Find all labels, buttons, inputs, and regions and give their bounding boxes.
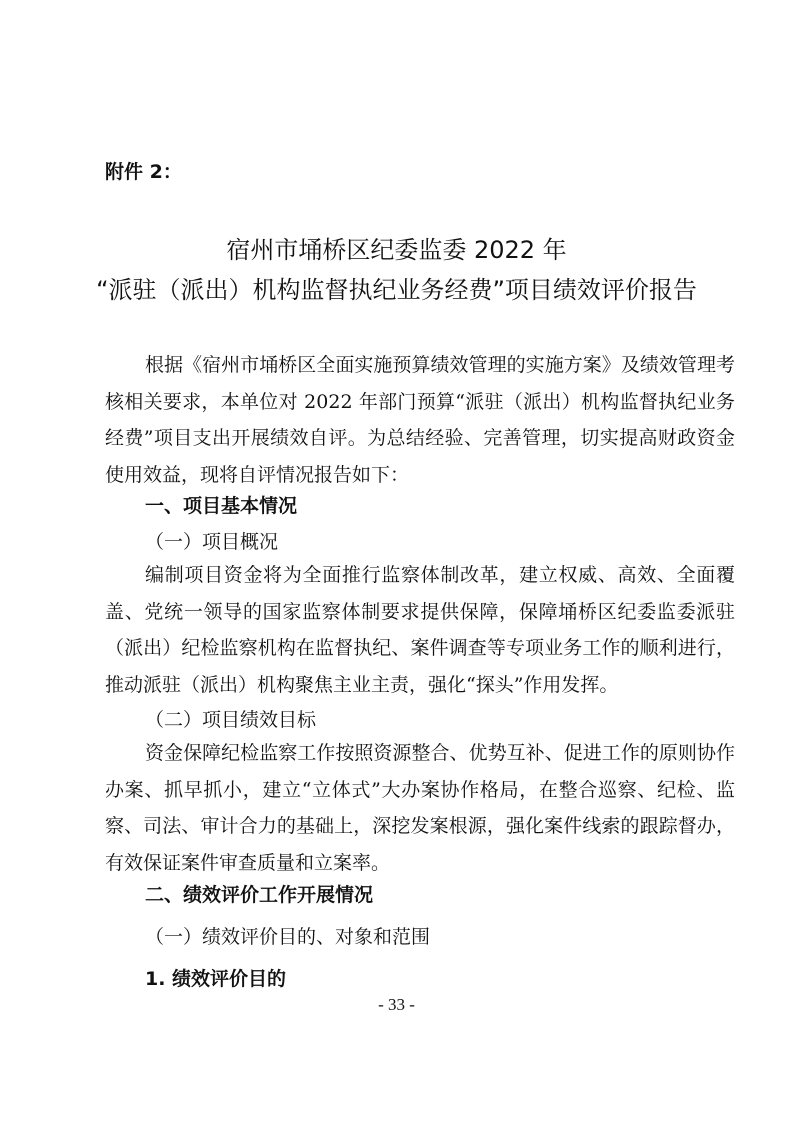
annex-label: 附件 2： <box>105 161 182 183</box>
section-2-1-heading: （一）绩效评价目的、对象和范围 <box>145 926 431 948</box>
report-title-line-2: “派驻（派出）机构监督执纪业务经费”项目绩效评价报告 <box>96 276 697 304</box>
section-2-heading: 二、绩效评价工作开展情况 <box>145 884 374 906</box>
intro-paragraph: 根据《宿州市埇桥区全面实施预算绩效管理的实施方案》及绩效管理考核相关要求，本单位对 2022 年部门预算“派驻（派出）机构监督执纪业务经费”项目支出开展绩效自评。为总结经验、完善管理，切实提高财政资金使用效益，现将自评情况报告如下： <box>105 354 735 486</box>
section-1-heading: 一、项目基本情况 <box>145 495 298 517</box>
section-1-1-heading: （一）项目概况 <box>145 531 279 553</box>
section-2-1-item-1-heading: 1. 绩效评价目的 <box>145 968 287 990</box>
page-number: - 33 - <box>378 995 415 1014</box>
report-title-line-1: 宿州市埇桥区纪委监委 2022 年 <box>226 236 567 264</box>
section-1-1-paragraph: 编制项目资金将为全面推行监察体制改革，建立权威、高效、全面覆盖、党统一领导的国家监察体制要求提供保障，保障埇桥区纪委监委派驻（派出）纪检监察机构在监督执纪、案件调查等专项业务工作的顺利进行，推动派驻（派出）机构聚焦主业主责，强化“探头”作用发挥。 <box>105 564 735 696</box>
section-1-2-paragraph: 资金保障纪检监察工作按照资源整合、优势互补、促进工作的原则协作办案、抓早抓小，建立“立体式”大办案协作格局，在整合巡察、纪检、监察、司法、审计合力的基础上，深挖发案根源，强化案件线索的跟踪督办，有效保证案件审查质量和立案率。 <box>105 742 735 874</box>
section-1-2-heading: （二）项目绩效目标 <box>145 709 317 731</box>
